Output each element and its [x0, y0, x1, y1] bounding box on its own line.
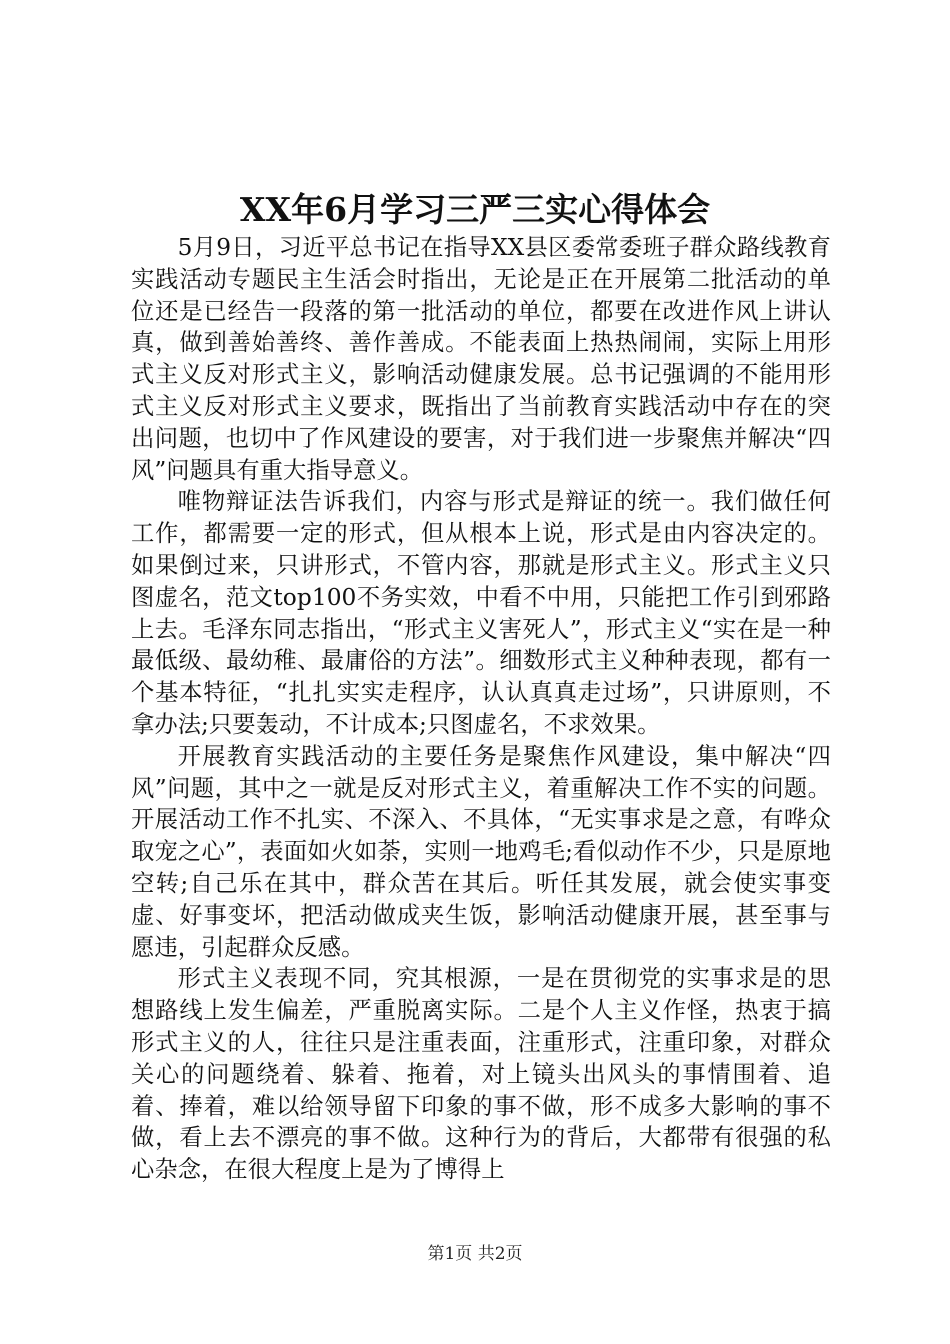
- paragraph-4: 形式主义表现不同，究其根源，一是在贯彻党的实事求是的思想路线上发生偏差，严重脱离实际。二是个人主义作怪，热衷于搞形式主义的人，往往只是注重表面，注重形式，注重印象，对群众关心的问题绕着、躲着、拖着，对上镜头出风头的事情围着、追着、捧着，难以给领导留下印象的事不做，形不成多大影响的事不做，看上去不漂亮的事不做。这种行为的背后，大都带有很强的私心杂念，在很大程度上是为了博得上: [131, 965, 831, 1184]
- page-title: XX年6月学习三严三实心得体会: [239, 190, 711, 229]
- paragraph-1: 5月9日，习近平总书记在指导XX县区委常委班子群众路线教育实践活动专题民主生活会时指出，无论是正在开展第二批活动的单位还是已经告一段落的第一批活动的单位，都要在改进作风上讲认真，做到善始善终、善作善成。不能表面上热热闹闹，实际上用形式主义反对形式主义，影响活动健康发展。总书记强调的不能用形式主义反对形式主义要求，既指出了当前教育实践活动中存在的突出问题，也切中了作风建设的要害，对于我们进一步聚焦并解决“四风”问题具有重大指导意义。: [131, 234, 831, 484]
- paragraph-3: 开展教育实践活动的主要任务是聚焦作风建设，集中解决“四风”问题，其中之一就是反对形式主义，着重解决工作不实的问题。开展活动工作不扎实、不深入、不具体，“无实事求是之意，有哗众取宠之心”，表面如火如荼，实则一地鸡毛;看似动作不少，只是原地空转;自己乐在其中，群众苦在其后。听任其发展，就会使实事变虚、好事变坏，把活动做成夹生饭，影响活动健康开展，甚至事与愿违，引起群众反感。: [131, 742, 831, 961]
- document-body: [131, 232, 831, 1186]
- page-number-footer: 第1页 共2页: [427, 1244, 523, 1264]
- paragraph-2: 唯物辩证法告诉我们，内容与形式是辩证的统一。我们做任何工作，都需要一定的形式，但从根本上说，形式是由内容决定的。如果倒过来，只讲形式，不管内容，那就是形式主义。形式主义只图虚名，范文top100不务实效，中看不中用，只能把工作引到邪路上去。毛泽东同志指出，“形式主义害死人”，形式主义“实在是一种最低级、最幼稚、最庸俗的方法”。细数形式主义种种表现，都有一个基本特征，“扎扎实实走程序，认认真真走过场”，只讲原则，不拿办法;只要轰动，不计成本;只图虚名，不求效果。: [131, 488, 831, 738]
